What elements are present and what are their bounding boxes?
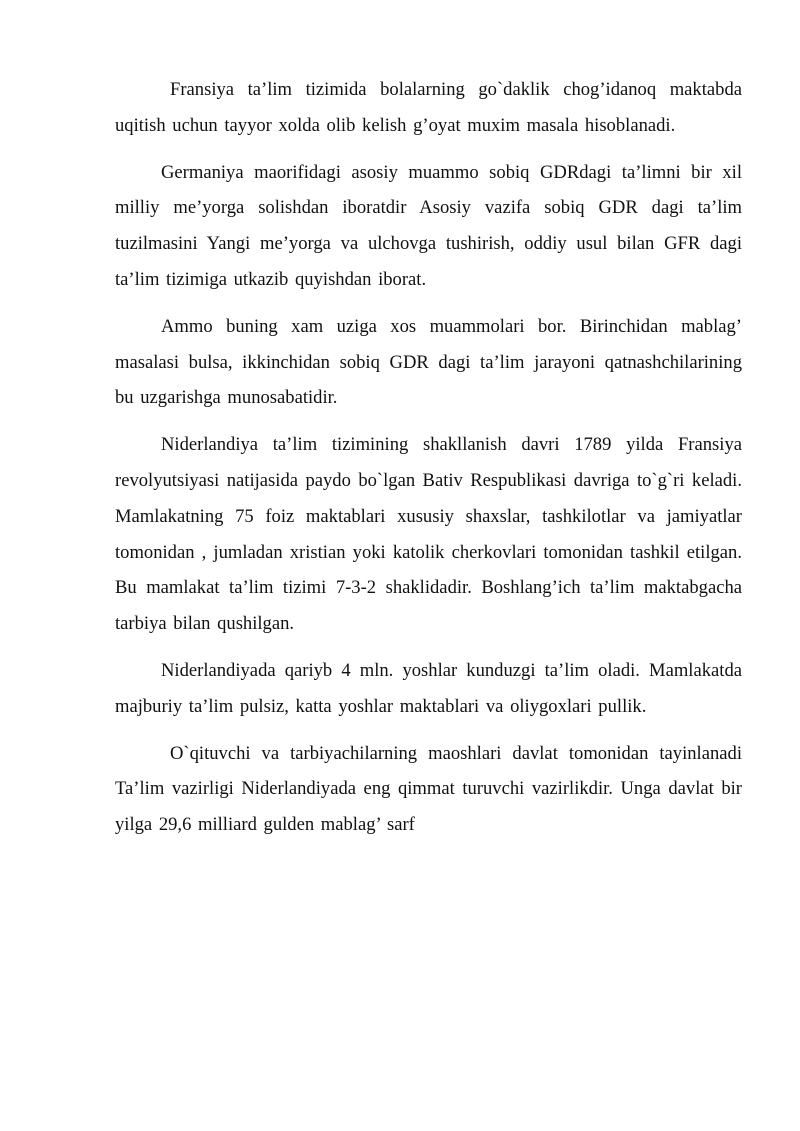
- document-body: [115, 72, 742, 843]
- paragraph-netherlands-history: Niderlandiya ta’lim tizimining shakllanish davri 1789 yilda Fransiya revolyutsiyasi natijasida paydo bo`lgan Bativ Respublikasi davriga to`g`ri keladi. Mamlakatning 75 foiz maktablari xususiy shaxslar, tashkilotlar va jamiyatlar tomonidan , jumladan xristian yoki katolik cherkovlari tomonidan tashkil etilgan. Bu mamlakat ta’lim tizimi 7-3-2 shaklidadir. Boshlang’ich ta’lim maktabgacha tarbiya bilan qushilgan.: [115, 434, 742, 635]
- paragraph-france: Fransiya ta’lim tizimida bolalarning go`daklik chog’idanoq maktabda uqitish uchun tayyor xolda olib kelish g’oyat muxim masala hisoblanadi.: [115, 79, 742, 136]
- paragraph-germany: Germaniya maorifidagi asosiy muammo sobiq GDRdagi ta’limni bir xil milliy me’yorga solishdan iboratdir Asosiy vazifa sobiq GDR dagi ta’lim tuzilmasini Yangi me’yorga va ulchovga tushirish, oddiy usul bilan GFR dagi ta’lim tizimiga utkazib quyishdan iborat.: [115, 161, 742, 290]
- paragraph-netherlands-teachers: O`qituvchi va tarbiyachilarning maoshlari davlat tomonidan tayinlanadi Ta’lim vazirligi Niderlandiyada eng qimmat turuvchi vazirlikdir. Unga davlat bir yilga 29,6 milliard gulden mablag’ sarf: [115, 742, 742, 836]
- paragraph-germany-problems: Ammo buning xam uziga xos muammolari bor. Birinchidan mablag’ masalasi bulsa, ikkinchidan sobiq GDR dagi ta’lim jarayoni qatnashchilarining bu uzgarishga munosabatidir.: [115, 315, 742, 409]
- paragraph-netherlands-students: Niderlandiyada qariyb 4 mln. yoshlar kunduzgi ta’lim oladi. Mamlakatda majburiy ta’lim pulsiz, katta yoshlar maktablari va oliygoxlari pullik.: [115, 659, 742, 717]
